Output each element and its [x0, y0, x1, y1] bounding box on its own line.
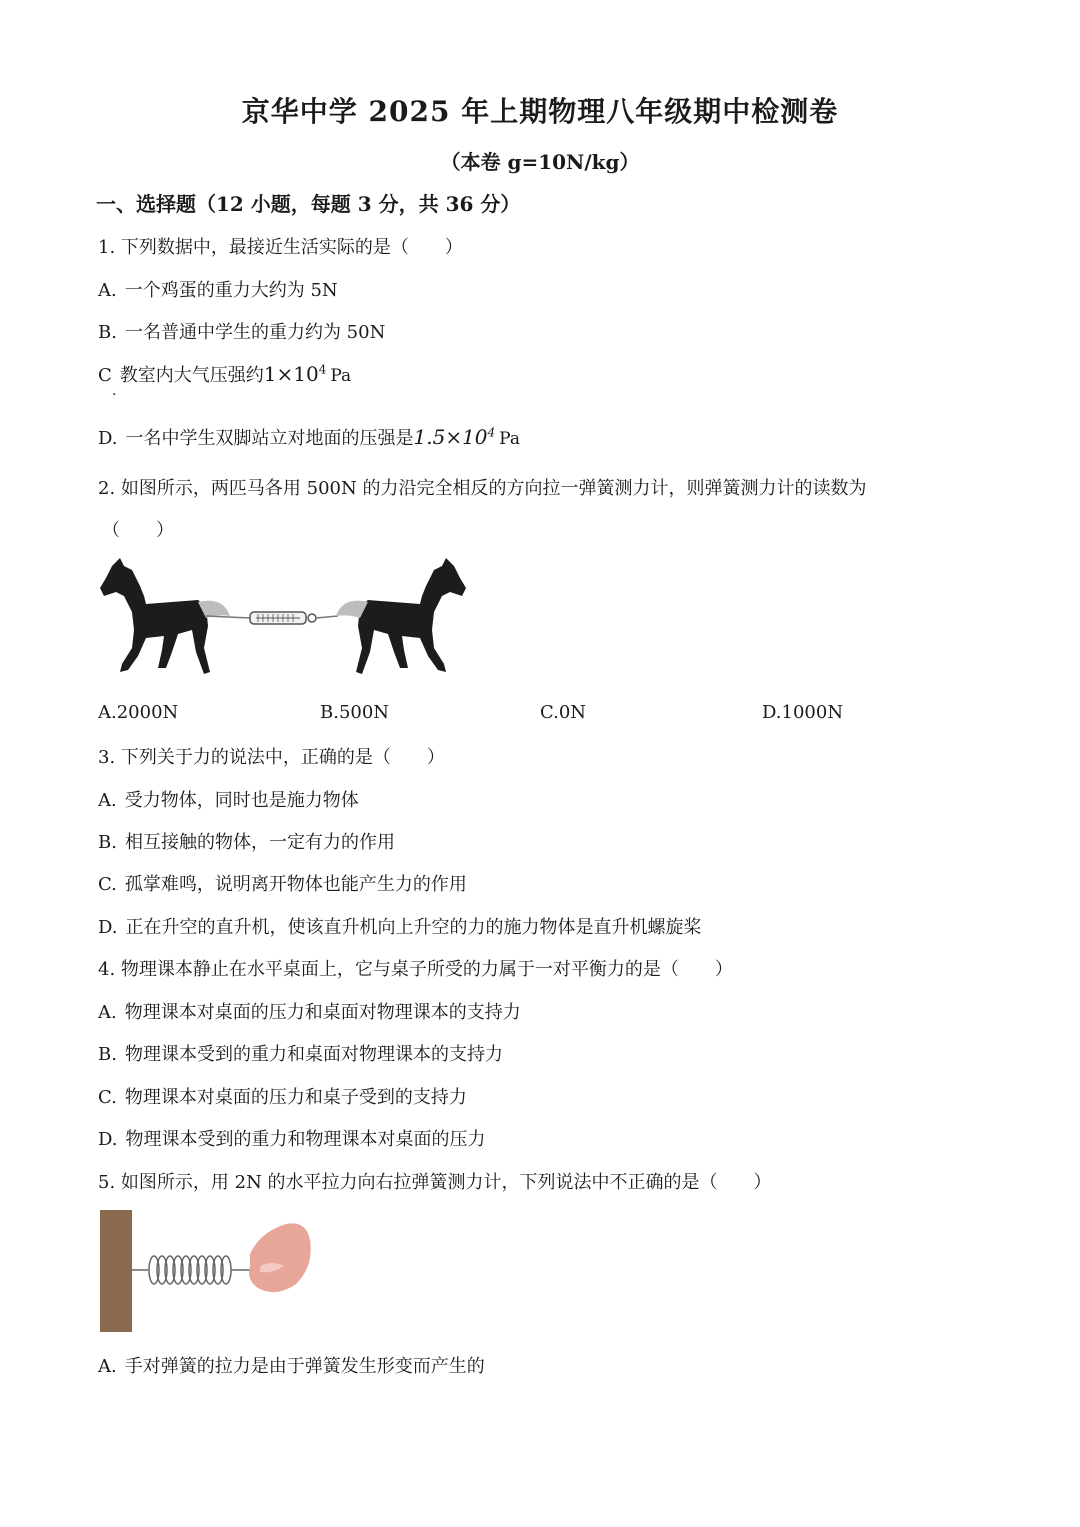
option-text: 物理课本对桌面的压力和桌子受到的支持力 [124, 1087, 467, 1108]
stray-dot: · [112, 387, 117, 403]
option-text: 物理课本对桌面的压力和桌面对物理课本的支持力 [124, 1002, 521, 1023]
option-text: 孤掌难鸣，说明离开物体也能产生力的作用 [124, 874, 467, 895]
option-label: A. [98, 280, 117, 301]
option-label: B. [98, 322, 117, 343]
right-horse-icon [336, 558, 466, 674]
question-3-option-d[interactable] [98, 913, 702, 939]
option-text: 500N [338, 702, 390, 723]
question-2-option-d[interactable] [762, 702, 843, 723]
question-3-option-b[interactable] [98, 828, 395, 854]
spring-coil-icon [149, 1256, 231, 1284]
option-label: B. [98, 832, 117, 853]
option-label: A. [98, 702, 117, 723]
question-1-option-b[interactable] [98, 318, 385, 344]
option-text: 0N [558, 702, 587, 723]
question-2-option-b[interactable] [320, 702, 389, 723]
question-5-stem: 5. 如图所示，用 2N 的水平拉力向右拉弹簧测力计，下列说法中不正确的是（ ） [98, 1172, 772, 1193]
option-text: 教室内大气压强约 [119, 365, 264, 386]
option-text: 手对弹簧的拉力是由于弹簧发生形变而产生的 [124, 1356, 485, 1377]
option-label: B. [320, 702, 339, 723]
sci-base: 1×10 [263, 362, 319, 386]
option-label: A. [98, 1356, 117, 1377]
option-label: C. [540, 702, 559, 723]
option-text: 相互接触的物体，一定有力的作用 [124, 832, 395, 853]
option-text: 1000N [781, 702, 844, 723]
option-text: 一个鸡蛋的重力大约为 5N [124, 280, 338, 301]
option-label: A. [98, 1002, 117, 1023]
question-5-option-a[interactable] [98, 1352, 485, 1378]
wall-icon [100, 1210, 132, 1332]
spring-hand-figure [100, 1210, 315, 1335]
option-label: D. [98, 1129, 118, 1150]
question-4-option-b[interactable] [98, 1040, 503, 1066]
unit: Pa [499, 429, 520, 449]
unit: Pa [330, 366, 352, 386]
option-label: C. [98, 1087, 117, 1108]
question-1-option-d[interactable] [98, 424, 520, 450]
question-4-option-a[interactable] [98, 998, 521, 1024]
section-heading: 一、选择题（12 小题，每题 3 分，共 36 分） [96, 192, 521, 216]
option-text: 物理课本受到的重力和物理课本对桌面的压力 [125, 1129, 486, 1150]
option-label: C [98, 365, 112, 386]
option-label: D. [762, 702, 782, 723]
question-3-option-c[interactable] [98, 870, 467, 896]
question-4-option-c[interactable] [98, 1083, 467, 1109]
question-3-option-a[interactable] [98, 786, 359, 812]
page-subtitle: （本卷 g=10N/kg） [440, 150, 640, 174]
question-2-option-c[interactable] [540, 702, 586, 723]
question-2-stem-cont: （ ） [102, 520, 174, 541]
sci-exponent: 4 [318, 362, 327, 377]
question-2-option-a[interactable] [98, 702, 178, 723]
page-title: 京华中学 2025 年上期物理八年级期中检测卷 [241, 95, 839, 128]
question-3-stem: 3. 下列关于力的说法中，正确的是（ ） [98, 747, 445, 768]
question-4-option-d[interactable] [98, 1125, 486, 1151]
question-1-stem: 1. 下列数据中，最接近生活实际的是（ ） [98, 237, 463, 258]
option-label: D. [98, 917, 118, 938]
question-1-option-c[interactable] [98, 361, 351, 387]
option-label: D. [98, 428, 118, 449]
horses-tug-figure [98, 556, 468, 686]
option-text: 一名普通中学生的重力约为 50N [124, 322, 386, 343]
option-text: 2000N [116, 702, 179, 723]
option-text: 受力物体，同时也是施力物体 [124, 790, 359, 811]
question-2-stem: 2. 如图所示，两匹马各用 500N 的力沿完全相反的方向拉一弹簧测力计，则弹簧测力计的读数为 [98, 478, 867, 499]
question-4-stem: 4. 物理课本静止在水平桌面上，它与桌子所受的力属于一对平衡力的是（ ） [98, 959, 733, 980]
question-1-option-a[interactable] [98, 276, 338, 302]
option-label: A. [98, 790, 117, 811]
option-label: C. [98, 874, 117, 895]
sci-exponent: 4 [487, 425, 496, 440]
option-text: 一名中学生双脚站立对地面的压强是 [125, 428, 414, 449]
sci-base: 1.5×10 [413, 425, 488, 449]
option-text: 物理课本受到的重力和桌面对物理课本的支持力 [124, 1044, 503, 1065]
hand-icon [249, 1223, 311, 1292]
option-text: 正在升空的直升机，使该直升机向上升空的力的施力物体是直升机螺旋桨 [125, 917, 702, 938]
option-label: B. [98, 1044, 117, 1065]
